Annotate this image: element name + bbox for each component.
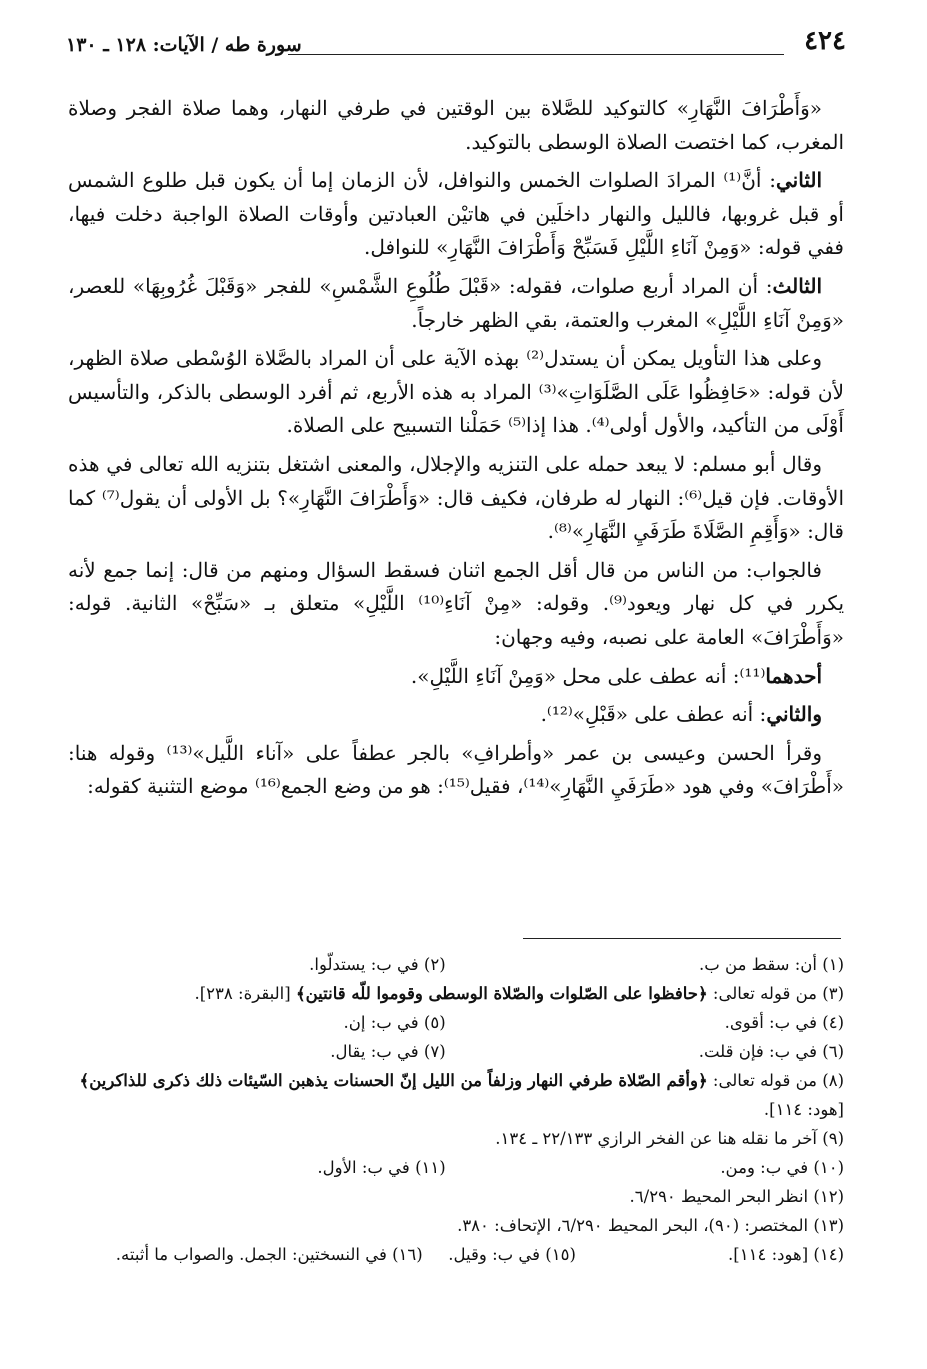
- footnote: (١٣) المختصر: (٩٠)، البحر المحيط ٦/٢٩٠، الإتحاف: ٣٨٠.: [457, 1216, 844, 1235]
- paragraph: الثالث: أن المراد أربع صلوات، فقوله: «قَبْلَ طُلُوعِ الشَّمْسِ» للفجر «وَقَبْلَ غُرُوبِهَا» للعصر، «وَمِنْ آنَاءِ اللَّيْلِ» المغرب والعتمة، بقي الظهر خارجاً.: [68, 273, 844, 332]
- footnote: (١١) في ب: الأول.: [317, 1158, 446, 1177]
- footnote: (٦) في ب: فإن قلت.: [698, 1042, 844, 1061]
- paragraph: الثاني: أنَّ⁽¹⁾ المرادَ الصلوات الخمس والنوافل، لأن الزمان إما أن يكون قبل طلوع الشمس أو قبل غروبها، فالليل والنهار داخلَين في هاتيْن العبادتين وأوقات الصلاة الواجبة دخلت فيها، ففي قوله: «وَمِنْ آنَاءِ اللَّيْلِ فَسَبِّحْ وَأَطْرَافَ النَّهَارِ» للنوافل.: [68, 168, 844, 260]
- paragraph: «وَأَطْرَافَ النَّهَارِ» كالتوكيد للصَّلاة بين الوقتين في طرفي النهار، وهما صلاة الفجر وصلاة المغرب، كما اختصت الصلاة الوسطى بالتوكيد.: [68, 96, 844, 154]
- footnote: (٨) من قوله تعالى: ﴿وأقم الصّلاة طرفي النهار وزلفاً من الليل إنّ الحسنات يذهبن السّيئات ذلك ذكرى للذاكرين﴾ [هود: ١١٤].: [79, 1071, 844, 1119]
- paragraph: فالجواب: من الناس من قال أقل الجمع اثنان فسقط السؤال ومنهم من قال: إنما جمع لأنه يكرر في كل نهار ويعود⁽⁹⁾. وقوله: «مِنْ آنَاءِ⁽¹⁰⁾ اللَّيْلِ» متعلق بـ «سَبِّحْ» الثانية. قوله: «وَأَطْرَافَ» العامة على نصبه، وفيه وجهان:: [68, 557, 845, 649]
- footnote: (٣) من قوله تعالى: ﴿حافظوا على الصّلوات والصّلاة الوسطى وقوموا للّه قانتين﴾ [البقرة: ٢٣٨].: [194, 984, 844, 1003]
- running-title: سورة طه / الآيات: ١٢٨ ـ ١٣٠: [66, 34, 302, 56]
- footnote: (١٠) في ب: ومن.: [720, 1158, 844, 1177]
- paragraph-lead: الثالث: [772, 273, 822, 298]
- footnote-separator: [523, 938, 841, 939]
- paragraph: وعلى هذا التأويل يمكن أن يستدل⁽²⁾ بهذه الآية على أن المراد بالصَّلاة الوُسْطى صلاة الظهر، لأن قوله: «حَافِظُوا عَلَى الصَّلَوَاتِ»⁽³⁾ المراد به هذه الأربع، ثم أفرد الوسطى بالذكر، والتأسيس أَوْلَى من التأكيد، والأول أولى⁽⁴⁾. هذا إذا⁽⁵⁾ حَمَلْنا التسبيح على الصلاة.: [68, 346, 844, 438]
- paragraph: والثاني: أنه عطف على «قَبْلِ»⁽¹²⁾.: [540, 702, 822, 727]
- paragraph: وقرأ الحسن وعيسى بن عمر «وأطرافِ» بالجر عطفاً على «آناء اللَّيل»⁽¹³⁾ وقوله هنا: «أَطْرَافَ» وفي هود «طَرَفَيِ النَّهَارِ»⁽¹⁴⁾، فقيل⁽¹⁵⁾: هو من وضع الجمع⁽¹⁶⁾ موضع التثنية كقوله:: [68, 740, 844, 799]
- footnote: (٩) آخر ما نقله هنا عن الفخر الرازي ٢٢/١٣٣ ـ ١٣٤.: [495, 1129, 844, 1148]
- main-text: [68, 92, 844, 809]
- footnote: (١٢) انظر البحر المحيط ٦/٢٩٠.: [629, 1187, 844, 1206]
- footnote: (١) أن: سقط من ب.: [698, 955, 844, 974]
- footnote-row: [78, 950, 844, 979]
- header-rule: [288, 54, 784, 55]
- paragraph-lead: والثاني: [766, 702, 822, 727]
- footnote: (١٥) في ب: وقيل.: [448, 1245, 576, 1264]
- paragraph: وقال أبو مسلم: لا يبعد حمله على التنزيه والإجلال، والمعنى اشتغل بتنزيه الله تعالى في هذه الأوقات. فإن قيل⁽⁶⁾: النهار له طرفان، فكيف قال: «وَأَطْرَافَ النَّهَارِ»؟ بل الأولى أن يقول⁽⁷⁾ كما قال: «وَأَقِمِ الصَّلَاةَ طَرَفَيِ النَّهَارِ»⁽⁸⁾.: [68, 451, 844, 544]
- paragraph: أحدهما⁽¹¹⁾: أنه عطف على محل «وَمِنْ آنَاءِ اللَّيْلِ».: [410, 663, 822, 688]
- footnote: (١٤) [هود: ١١٤].: [728, 1245, 844, 1264]
- footnote: (١٦) في النسختين: الجمل. والصواب ما أثبته.: [115, 1245, 423, 1264]
- page-header: [66, 26, 846, 66]
- footnote-row: [78, 1037, 844, 1066]
- paragraph-lead: الثاني: [775, 168, 822, 193]
- footnote-row: [78, 1008, 844, 1037]
- footnote-row: [78, 1153, 844, 1182]
- page-number: ٤٢٤: [804, 26, 846, 56]
- footnote: (٥) في ب: إن.: [343, 1013, 446, 1032]
- footnote-row: [78, 1240, 844, 1269]
- paragraph-lead: أحدهما: [765, 663, 822, 688]
- footnote: (٧) في ب: يقال.: [330, 1042, 446, 1061]
- footnotes: [78, 950, 844, 1269]
- footnote: (٤) في ب: أقوى.: [724, 1013, 844, 1032]
- footnote: (٢) في ب: يستدلّوا.: [309, 955, 446, 974]
